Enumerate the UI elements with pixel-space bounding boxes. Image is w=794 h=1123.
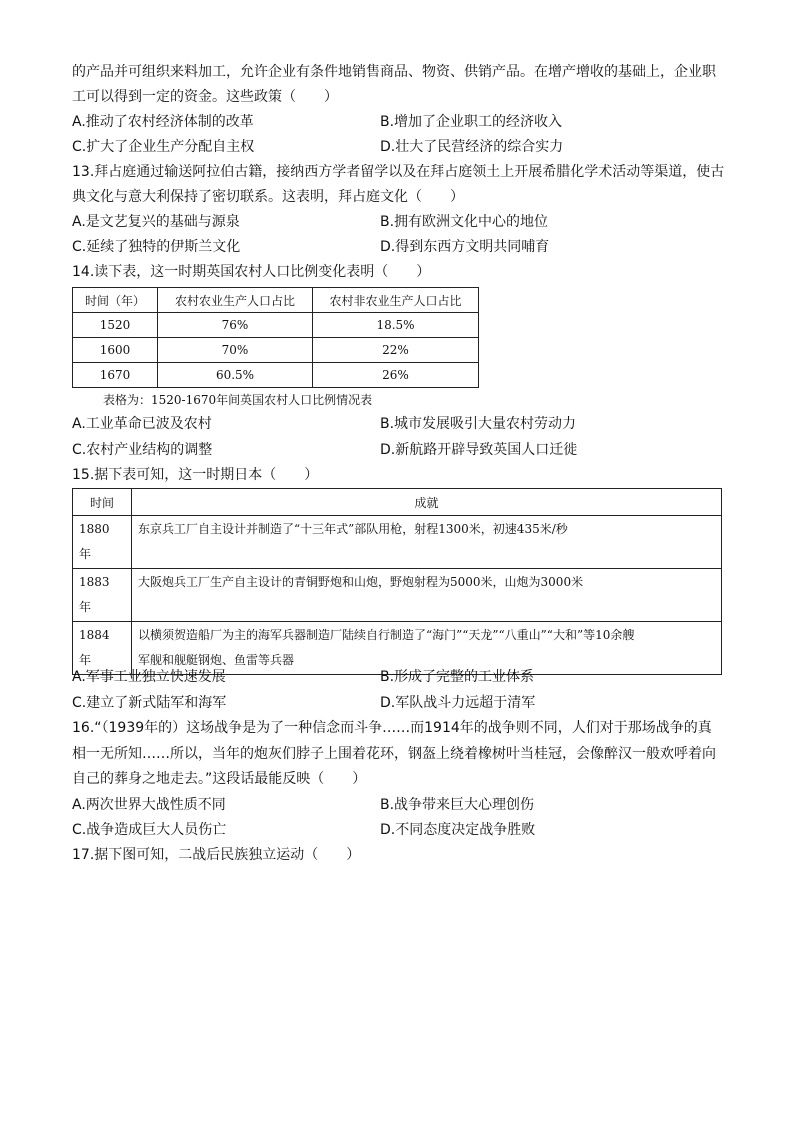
achievement-text: 大阪炮兵工厂生产自主设计的青铜野炮和山炮，野炮射程为5000米，山炮为3000米 xyxy=(138,575,584,589)
table-header-cell: 时间（年） xyxy=(73,288,158,313)
q16-option-b: B.战争带来巨大心理创伤 xyxy=(380,797,535,813)
table-cell: 70% xyxy=(158,338,313,363)
table-cell xyxy=(132,569,722,622)
q14-option-c: C.农村产业结构的调整 xyxy=(72,442,213,458)
q16-stem-line2: 相一无所知……所以，当年的炮灰们脖子上围着花环，钢盔上绕着橡树叶当桂冠，会像醉汉一般欢呼着向 xyxy=(72,746,716,762)
table-row xyxy=(73,363,479,388)
year-unit: 年 xyxy=(79,600,92,614)
q13-option-b: B.拥有欧洲文化中心的地位 xyxy=(380,214,549,230)
year-value: 1883 xyxy=(79,575,110,589)
q16-option-a: A.两次世界大战性质不同 xyxy=(72,797,226,813)
table-row xyxy=(73,338,479,363)
q12-option-a: A.推动了农村经济体制的改革 xyxy=(72,114,254,130)
q14-table xyxy=(72,287,479,388)
q14-option-d: D.新航路开辟导致英国人口迁徙 xyxy=(380,442,578,458)
q15-option-b: B.形成了完整的工业体系 xyxy=(380,669,535,685)
achievement-text-cont: 军舰和舰艇钢炮、鱼雷等兵器 xyxy=(138,653,295,667)
table-header-row xyxy=(73,288,479,313)
table-cell: 1600 xyxy=(73,338,158,363)
table-row xyxy=(73,313,479,338)
q12-stem-line1: 的产品并可组织来料加工，允许企业有条件地销售商品、物资、供销产品。在增产增收的基础上，企业职 xyxy=(72,64,716,80)
table-row xyxy=(73,516,722,569)
q12-option-d: D.壮大了民营经济的综合实力 xyxy=(380,139,564,155)
q15-stem: 15.据下表可知，这一时期日本（ ） xyxy=(72,467,319,483)
q15-option-a: A.军事工业独立快速发展 xyxy=(72,669,226,685)
q14-option-a: A.工业革命已波及农村 xyxy=(72,416,212,432)
table-header-cell: 时间 xyxy=(73,489,132,516)
table-year-cell xyxy=(73,569,132,622)
q14-option-b: B.城市发展吸引大量农村劳动力 xyxy=(380,416,577,432)
q12-option-b: B.增加了企业职工的经济收入 xyxy=(380,114,563,130)
year-value: 1880 xyxy=(79,522,110,536)
table-row xyxy=(73,569,722,622)
q13-option-d: D.得到东西方文明共同哺育 xyxy=(380,239,550,255)
year-value: 1884 xyxy=(79,628,110,642)
table-year-cell xyxy=(73,516,132,569)
achievement-text: 东京兵工厂自主设计并制造了“十三年式”部队用枪，射程1300米，初速435米/秒 xyxy=(138,522,568,536)
q14-stem: 14.读下表，这一时期英国农村人口比例变化表明（ ） xyxy=(72,264,431,280)
table-cell: 1520 xyxy=(73,313,158,338)
table-cell xyxy=(132,516,722,569)
q13-stem-line1: 13.拜占庭通过输送阿拉伯古籍，接纳西方学者留学以及在拜占庭领土上开展希腊化学术活动等渠道，使古 xyxy=(72,164,725,180)
q15-option-c: C.建立了新式陆军和海军 xyxy=(72,695,227,711)
year-unit: 年 xyxy=(79,653,92,667)
q16-option-d: D.不同态度决定战争胜败 xyxy=(380,822,536,838)
table-header-row xyxy=(73,489,722,516)
table-header-cell: 农村非农业生产人口占比 xyxy=(313,288,479,313)
table-cell: 22% xyxy=(313,338,479,363)
q17-stem: 17.据下图可知，二战后民族独立运动（ ） xyxy=(72,847,361,863)
q14-table-caption: 表格为：1520-1670年间英国农村人口比例情况表 xyxy=(103,393,373,407)
q12-option-c: C.扩大了企业生产分配自主权 xyxy=(72,139,255,155)
q13-option-c: C.延续了独特的伊斯兰文化 xyxy=(72,239,241,255)
table-cell: 1670 xyxy=(73,363,158,388)
q16-option-c: C.战争造成巨大人员伤亡 xyxy=(72,822,227,838)
q13-option-a: A.是文艺复兴的基础与源泉 xyxy=(72,214,240,230)
q15-option-d: D.军队战斗力远超于清军 xyxy=(380,695,536,711)
q15-table xyxy=(72,488,722,675)
table-header-cell: 农村农业生产人口占比 xyxy=(158,288,313,313)
achievement-text: 以横须贺造船厂为主的海军兵器制造厂陆续自行制造了“海门”“天龙”“八重山”“大和”等10余艘 xyxy=(138,628,635,642)
q16-stem-line3: 自己的葬身之地走去。”这段话最能反映（ ） xyxy=(72,771,367,787)
q12-stem-line2: 工可以得到一定的资金。这些政策（ ） xyxy=(72,89,338,105)
table-cell: 26% xyxy=(313,363,479,388)
table-header-cell: 成就 xyxy=(132,489,722,516)
year-unit: 年 xyxy=(79,547,92,561)
table-cell: 18.5% xyxy=(313,313,479,338)
table-cell: 76% xyxy=(158,313,313,338)
q13-stem-line2: 典文化与意大利保持了密切联系。这表明，拜占庭文化（ ） xyxy=(72,189,464,205)
q16-stem-line1: 16.“（1939年的）这场战争是为了一种信念而斗争……而1914年的战争则不同，人们对于那场战争的真 xyxy=(72,720,712,736)
table-cell: 60.5% xyxy=(158,363,313,388)
